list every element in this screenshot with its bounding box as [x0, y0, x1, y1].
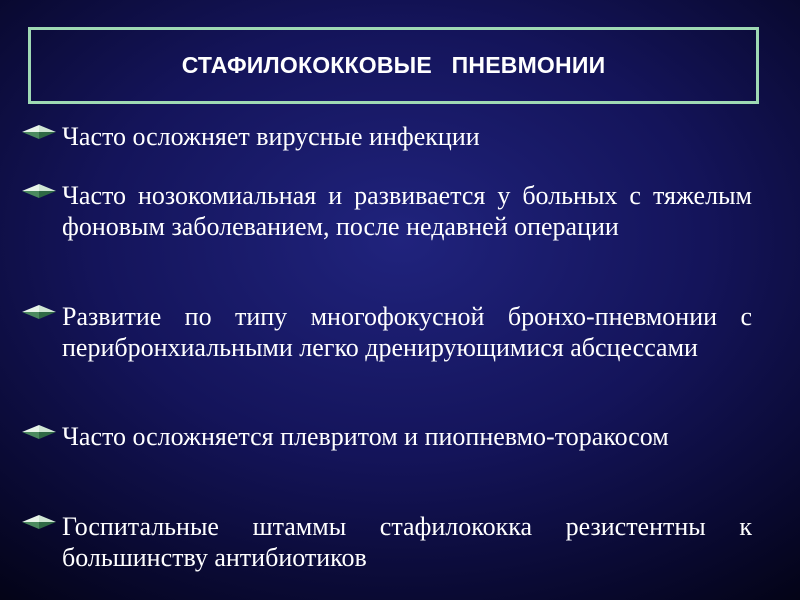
- bullet-item: [62, 301, 752, 363]
- diamond-arrow-icon: [22, 305, 56, 319]
- diamond-arrow-icon: [22, 515, 56, 529]
- slide-title: СТАФИЛОКОККОВЫЕ ПНЕВМОНИИ: [181, 52, 606, 78]
- bullet-text: Часто нозокомиальная и развивается у больных с тяжелым фоновым заболеванием, после недавней операции: [62, 181, 752, 241]
- bullet-text: Часто осложняется плевритом и пиопневмо-торакосом: [62, 422, 669, 451]
- bullet-text: Развитие по типу многофокусной бронхо-пневмонии с перибронхиальными легко дренирующимися абсцессами: [62, 302, 752, 362]
- bullet-item: [62, 121, 752, 152]
- bullet-item: [62, 180, 752, 242]
- diamond-arrow-icon: [22, 125, 56, 139]
- bullet-text: Часто осложняет вирусные инфекции: [62, 122, 480, 151]
- diamond-arrow-icon: [22, 184, 56, 198]
- bullet-text: Госпитальные штаммы стафилококка резистентны к большинству антибиотиков: [62, 512, 752, 572]
- diamond-arrow-icon: [22, 425, 56, 439]
- bullet-item: [62, 421, 752, 452]
- bullet-item: [62, 511, 752, 573]
